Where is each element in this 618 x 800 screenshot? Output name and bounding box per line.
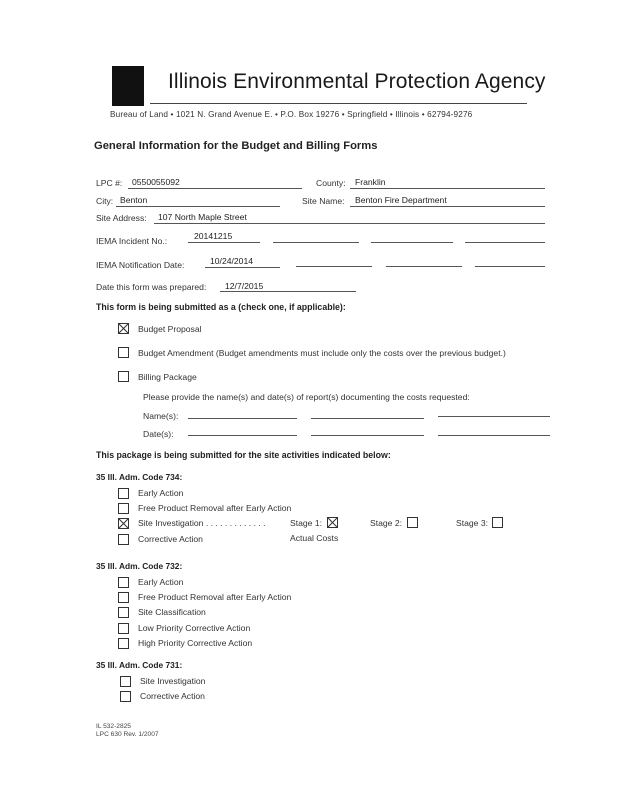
city-value[interactable]: Benton — [120, 195, 148, 205]
county-underline — [350, 188, 545, 189]
county-label: County: — [316, 178, 346, 188]
734-early-action-label: Early Action — [138, 488, 184, 498]
agency-logo — [112, 66, 144, 106]
731-corrective-action-checkbox[interactable] — [120, 691, 131, 702]
stage-2-label: Stage 2: — [370, 518, 403, 528]
report-date-line-1[interactable] — [188, 435, 297, 436]
731-corrective-action-label: Corrective Action — [140, 691, 205, 701]
lpc-underline — [128, 188, 302, 189]
report-name-line-1[interactable] — [188, 418, 297, 419]
header-rule — [150, 103, 527, 104]
iema-incident-label: IEMA Incident No.: — [96, 236, 168, 246]
site-name-underline — [350, 206, 545, 207]
site-address-underline — [154, 223, 545, 224]
732-early-action-checkbox[interactable] — [118, 577, 129, 588]
iema-notification-extra-1 — [296, 266, 372, 267]
report-date-line-2[interactable] — [311, 435, 424, 436]
732-early-action-label: Early Action — [138, 577, 184, 587]
budget-proposal-label: Budget Proposal — [138, 324, 202, 334]
form-revision: LPC 630 Rev. 1/2007 — [96, 731, 159, 738]
732-high-priority-checkbox[interactable] — [118, 638, 129, 649]
county-value[interactable]: Franklin — [355, 177, 386, 187]
iema-notification-value[interactable]: 10/24/2014 — [210, 256, 254, 266]
site-address-value[interactable]: 107 North Maple Street — [158, 212, 247, 222]
732-low-priority-checkbox[interactable] — [118, 623, 129, 634]
date-prepared-underline — [220, 291, 356, 292]
form-title: General Information for the Budget and Billing Forms — [94, 140, 378, 152]
iema-incident-extra-3 — [465, 242, 545, 243]
code-731-title: 35 Ill. Adm. Code 731: — [96, 660, 183, 670]
732-free-product-checkbox[interactable] — [118, 592, 129, 603]
iema-notification-label: IEMA Notification Date: — [96, 260, 185, 270]
budget-proposal-checkbox[interactable] — [118, 323, 129, 334]
iema-notification-underline — [205, 267, 280, 268]
city-label: City: — [96, 196, 114, 206]
report-name-line-3[interactable] — [438, 416, 550, 417]
732-free-product-label: Free Product Removal after Early Action — [138, 592, 292, 602]
iema-incident-value[interactable]: 20141215 — [194, 231, 233, 241]
731-site-investigation-label: Site Investigation — [140, 676, 206, 686]
stage-3-label: Stage 3: — [456, 518, 489, 528]
report-name-line-2[interactable] — [311, 418, 424, 419]
activities-heading: This package is being submitted for the site activities indicated below: — [96, 450, 391, 460]
date-prepared-value[interactable]: 12/7/2015 — [225, 281, 264, 291]
731-site-investigation-checkbox[interactable] — [120, 676, 131, 687]
date-prepared-label: Date this form was prepared: — [96, 282, 207, 292]
budget-amendment-label: Budget Amendment (Budget amendments must include only the costs over the previous budget.) — [138, 348, 506, 358]
actual-costs-label: Actual Costs — [290, 533, 339, 543]
site-address-label: Site Address: — [96, 213, 147, 223]
734-corrective-action-checkbox[interactable] — [118, 534, 129, 545]
stage-3-checkbox[interactable] — [492, 517, 503, 528]
732-site-classification-checkbox[interactable] — [118, 607, 129, 618]
submission-heading: This form is being submitted as a (check one, if applicable): — [96, 302, 346, 312]
734-site-investigation-checkbox[interactable] — [118, 518, 129, 529]
732-high-priority-label: High Priority Corrective Action — [138, 638, 253, 648]
stage-1-checkbox[interactable] — [327, 517, 338, 528]
code-734-title: 35 Ill. Adm. Code 734: — [96, 472, 183, 482]
iema-notification-extra-2 — [386, 266, 462, 267]
site-name-value[interactable]: Benton Fire Department — [355, 195, 447, 205]
site-name-label: Site Name: — [302, 196, 345, 206]
form-number: IL 532-2825 — [96, 723, 131, 730]
report-dates-label: Date(s): — [143, 429, 174, 439]
agency-address: Bureau of Land • 1021 N. Grand Avenue E. • P.O. Box 19276 • Springfield • Illinois • 62794-9276 — [110, 110, 473, 119]
lpc-label: LPC #: — [96, 178, 123, 188]
734-free-product-checkbox[interactable] — [118, 503, 129, 514]
iema-incident-underline — [188, 242, 260, 243]
billing-package-label: Billing Package — [138, 372, 197, 382]
lpc-value[interactable]: 0550055092 — [132, 177, 180, 187]
report-date-line-3[interactable] — [438, 435, 550, 436]
734-site-investigation-label: Site Investigation . . . . . . . . . . . . . — [138, 518, 266, 528]
stage-1-label: Stage 1: — [290, 518, 323, 528]
732-low-priority-label: Low Priority Corrective Action — [138, 623, 251, 633]
code-732-title: 35 Ill. Adm. Code 732: — [96, 561, 183, 571]
iema-notification-extra-3 — [475, 266, 545, 267]
732-site-classification-label: Site Classification — [138, 607, 206, 617]
reports-instruction: Please provide the name(s) and date(s) of report(s) documenting the costs requested: — [143, 392, 470, 402]
iema-incident-extra-1 — [273, 242, 359, 243]
734-free-product-label: Free Product Removal after Early Action — [138, 503, 292, 513]
billing-package-checkbox[interactable] — [118, 371, 129, 382]
734-early-action-checkbox[interactable] — [118, 488, 129, 499]
budget-amendment-checkbox[interactable] — [118, 347, 129, 358]
iema-incident-extra-2 — [371, 242, 453, 243]
734-corrective-action-label: Corrective Action — [138, 534, 203, 544]
city-underline — [116, 206, 280, 207]
report-names-label: Name(s): — [143, 411, 179, 421]
agency-name: Illinois Environmental Protection Agency — [168, 70, 546, 93]
stage-2-checkbox[interactable] — [407, 517, 418, 528]
